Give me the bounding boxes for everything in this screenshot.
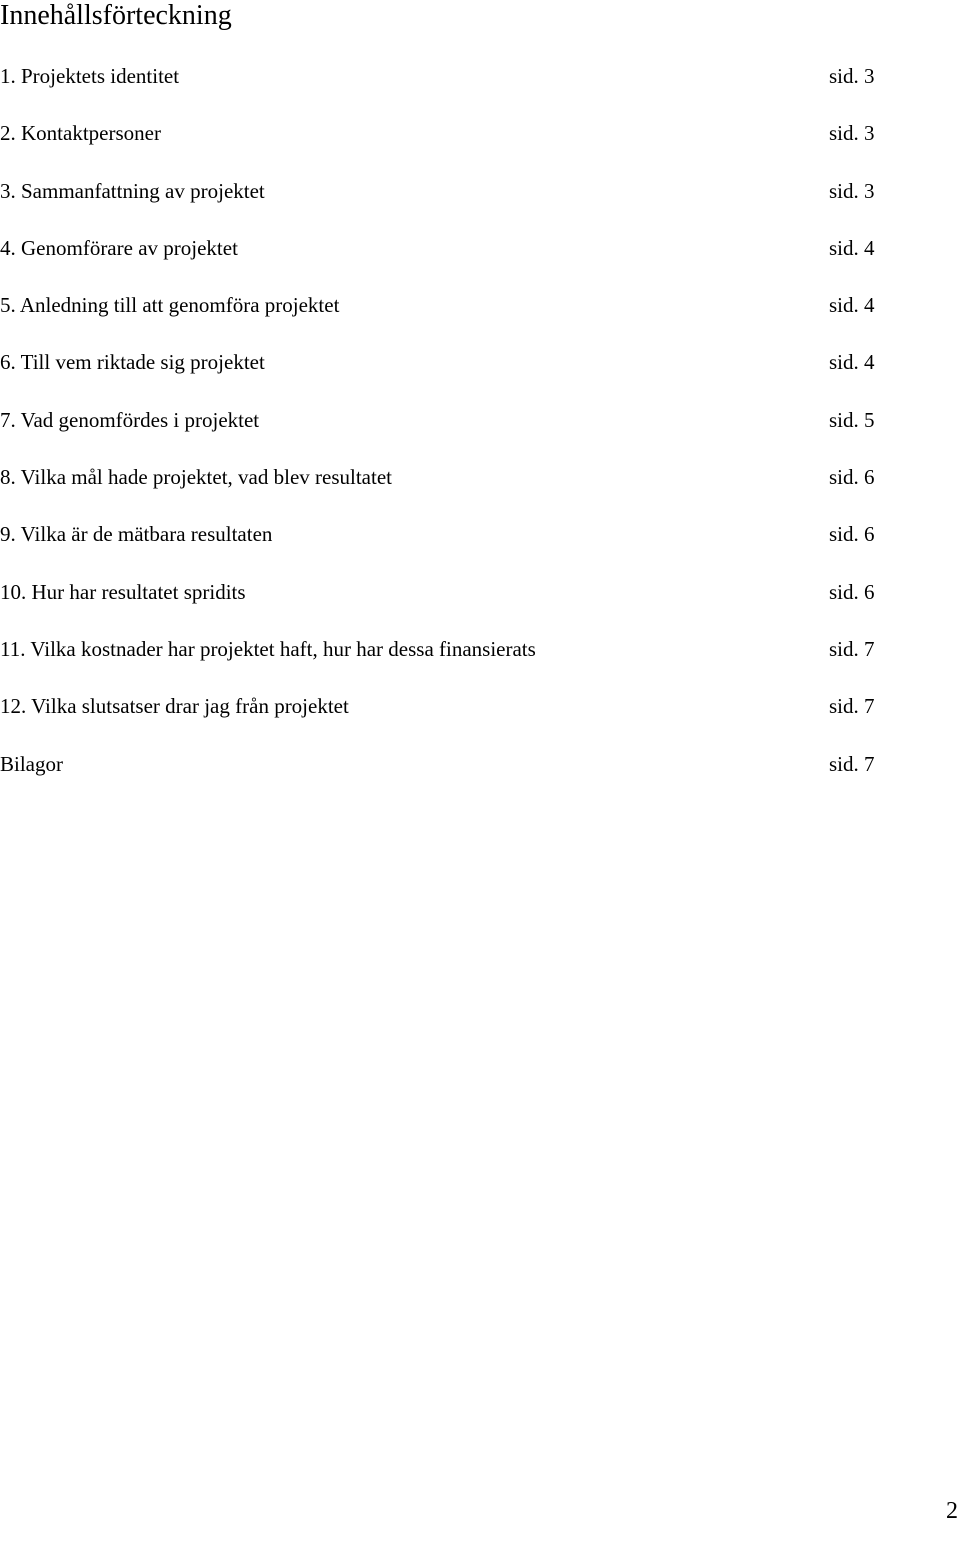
toc-entry-page: sid. 4 [829, 293, 875, 318]
toc-entry-page: sid. 3 [829, 121, 875, 146]
toc-entry-page: sid. 7 [829, 751, 875, 776]
toc-entry [0, 348, 960, 405]
toc-entry-label: 12. Vilka slutsatser drar jag från projektet [0, 694, 349, 719]
toc-entry [0, 62, 960, 119]
toc-entry-page: sid. 6 [829, 465, 875, 490]
toc-entry-label: 8. Vilka mål hade projektet, vad blev resultatet [0, 465, 392, 490]
toc-entry [0, 692, 960, 749]
toc-entry [0, 578, 960, 635]
toc-title: Innehållsförteckning [0, 0, 232, 31]
toc-entry [0, 520, 960, 577]
toc-entry-label: 11. Vilka kostnader har projektet haft, hur har dessa finansierats [0, 636, 536, 661]
toc-entry-label: 7. Vad genomfördes i projektet [0, 407, 260, 432]
toc-entry [0, 463, 960, 520]
toc-entry [0, 119, 960, 176]
toc-entry-page: sid. 4 [829, 235, 875, 260]
toc-entry [0, 750, 960, 807]
toc-entry-label: 2. Kontaktpersoner [0, 121, 161, 146]
toc-list [0, 62, 960, 807]
toc-entry-page: sid. 6 [829, 522, 875, 547]
toc-entry-page: sid. 7 [829, 636, 875, 661]
toc-entry [0, 406, 960, 463]
toc-entry-page: sid. 3 [829, 178, 875, 203]
toc-entry-label: 4. Genomförare av projektet [0, 235, 238, 260]
toc-entry-label: 9. Vilka är de mätbara resultaten [0, 522, 273, 547]
toc-entry [0, 291, 960, 348]
toc-entry-page: sid. 5 [829, 407, 875, 432]
toc-entry-label: 1. Projektets identitet [0, 64, 180, 88]
toc-entry-page: sid. 3 [829, 64, 875, 88]
toc-entry-label: 6. Till vem riktade sig projektet [0, 350, 265, 375]
page-number: 2 [946, 1498, 958, 1524]
toc-entry-label: Bilagor [0, 751, 63, 776]
toc-entry-page: sid. 7 [829, 694, 875, 719]
toc-entry [0, 635, 960, 692]
toc-entry [0, 234, 960, 291]
toc-entry-label: 10. Hur har resultatet spridits [0, 579, 246, 604]
toc-entry-label: 5. Anledning till att genomföra projektet [0, 293, 340, 318]
toc-entry-page: sid. 4 [829, 350, 875, 375]
toc-entry-page: sid. 6 [829, 579, 875, 604]
toc-entry-label: 3. Sammanfattning av projektet [0, 178, 265, 203]
toc-entry [0, 177, 960, 234]
